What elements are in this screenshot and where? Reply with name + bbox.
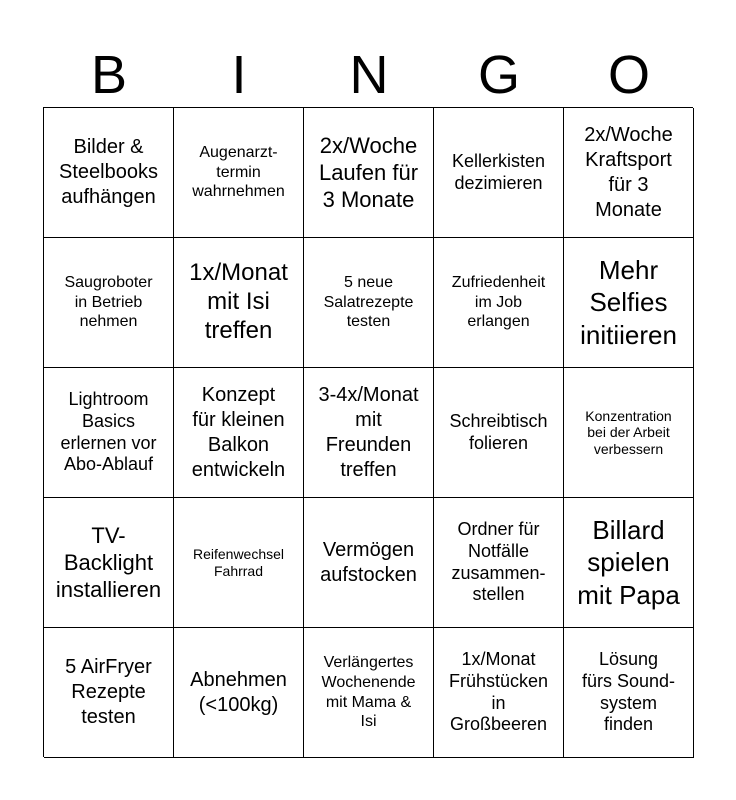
cell-text: Konzentration bei der Arbeit verbessern <box>585 407 672 457</box>
header-letter-o: O <box>607 45 650 105</box>
cell-text: Reifenwechsel Fahrrad <box>192 545 285 579</box>
cell-text: Lightroom Basics erlernen vor Abo-Ablauf <box>60 388 157 475</box>
cell-text: TV- Backlight installieren <box>55 522 162 603</box>
bingo-cell-5-3[interactable] <box>304 628 434 758</box>
bingo-cell-3-2[interactable] <box>174 368 304 498</box>
cell-text: 2x/Woche Laufen für 3 Monate <box>318 132 419 213</box>
bingo-cell-1-1[interactable] <box>44 108 174 238</box>
cell-text: Saugroboter in Betrieb nehmen <box>64 274 153 331</box>
bingo-cell-3-3[interactable] <box>304 368 434 498</box>
cell-text: Mehr Selfies initiieren <box>580 254 677 350</box>
cell-text: Augenarzt- termin wahrnehmen <box>192 144 285 201</box>
header-letter-i: I <box>231 45 247 105</box>
bingo-cell-5-2[interactable] <box>174 628 304 758</box>
bingo-cell-3-4[interactable] <box>434 368 564 498</box>
header-letter-g: G <box>477 45 520 105</box>
cell-text: Vermögen aufstocken <box>320 538 417 586</box>
cell-text: Zufriedenheit im Job erlangen <box>451 274 546 331</box>
bingo-cell-2-1[interactable] <box>44 238 174 368</box>
bingo-cell-4-5[interactable] <box>564 498 694 628</box>
cell-text: Verlängertes Wochenende mit Mama & Isi <box>321 654 416 731</box>
bingo-cell-4-4[interactable] <box>434 498 564 628</box>
cell-text: Billard spielen mit Papa <box>577 514 680 610</box>
bingo-cell-2-5[interactable] <box>564 238 694 368</box>
cell-text: 1x/Monat mit Isi treffen <box>189 259 288 344</box>
bingo-cell-1-2[interactable] <box>174 108 304 238</box>
cell-text: 3-4x/Monat mit Freunden treffen <box>318 383 419 481</box>
cell-text: 5 neue Salatrezepte testen <box>323 274 414 331</box>
bingo-cell-4-3[interactable] <box>304 498 434 628</box>
cell-text: 2x/Woche Kraftsport für 3 Monate <box>584 123 673 221</box>
cell-text: Ordner für Notfälle zusammen- stellen <box>451 518 546 605</box>
header-letter-b: B <box>90 45 128 105</box>
header-letter-n: N <box>349 45 389 105</box>
cell-text: Konzept für kleinen Balkon entwickeln <box>191 383 286 481</box>
bingo-cell-1-5[interactable] <box>564 108 694 238</box>
cell-text: 1x/Monat Frühstücken in Großbeeren <box>448 648 549 735</box>
bingo-cell-5-4[interactable] <box>434 628 564 758</box>
cell-text: Lösung fürs Sound- system finden <box>581 648 676 735</box>
bingo-cell-3-5[interactable] <box>564 368 694 498</box>
bingo-header <box>44 42 694 108</box>
bingo-cell-1-3[interactable] <box>304 108 434 238</box>
bingo-cell-2-4[interactable] <box>434 238 564 368</box>
bingo-cell-5-5[interactable] <box>564 628 694 758</box>
bingo-cell-4-2[interactable] <box>174 498 304 628</box>
cell-text: Bilder & Steelbooks aufhängen <box>59 136 158 208</box>
bingo-cell-5-1[interactable] <box>44 628 174 758</box>
cell-text: Schreibtisch folieren <box>449 410 548 453</box>
cell-text: Kellerkisten dezimieren <box>451 150 546 193</box>
bingo-cell-3-1[interactable] <box>44 368 174 498</box>
bingo-board <box>43 107 693 757</box>
cell-text: Abnehmen (<100kg) <box>190 668 287 716</box>
bingo-cell-4-1[interactable] <box>44 498 174 628</box>
bingo-cell-1-4[interactable] <box>434 108 564 238</box>
bingo-cell-2-3[interactable] <box>304 238 434 368</box>
bingo-cell-2-2[interactable] <box>174 238 304 368</box>
cell-text: 5 AirFryer Rezepte testen <box>65 656 152 728</box>
